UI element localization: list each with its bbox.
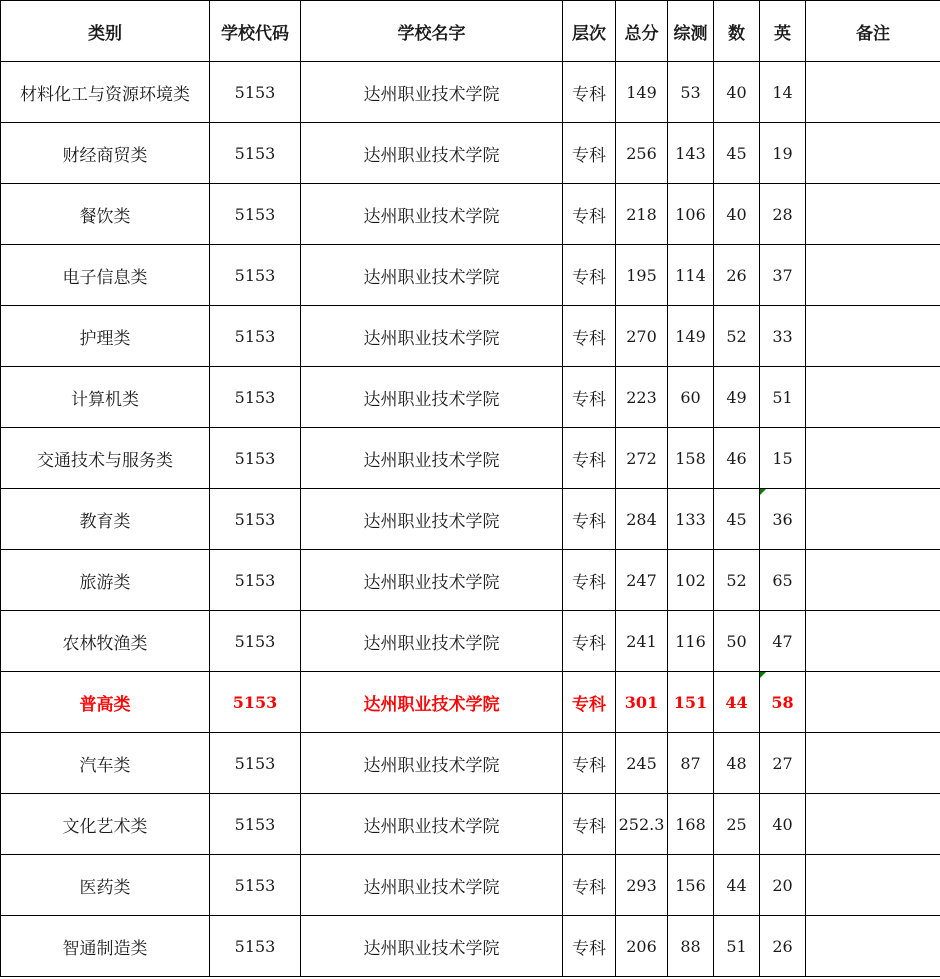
header-level: 层次 [563, 1, 616, 62]
cell-english: 47 [760, 611, 806, 672]
cell-comprehensive: 158 [668, 428, 714, 489]
cell-math: 52 [714, 306, 760, 367]
cell-school-code: 5153 [210, 916, 301, 977]
cell-comprehensive: 156 [668, 855, 714, 916]
cell-english: 20 [760, 855, 806, 916]
cell-comprehensive: 53 [668, 62, 714, 123]
cell-math: 44 [714, 855, 760, 916]
cell-notes [806, 855, 940, 916]
table-row [1, 855, 940, 916]
cell-category: 财经商贸类 [1, 123, 210, 184]
cell-school-code: 5153 [210, 306, 301, 367]
table-row [1, 733, 940, 794]
cell-level: 专科 [563, 672, 616, 733]
cell-level: 专科 [563, 245, 616, 306]
cell-level: 专科 [563, 916, 616, 977]
cell-comprehensive: 106 [668, 184, 714, 245]
cell-category: 农林牧渔类 [1, 611, 210, 672]
cell-notes [806, 733, 940, 794]
cell-category: 文化艺术类 [1, 794, 210, 855]
cell-school-code: 5153 [210, 855, 301, 916]
cell-math: 45 [714, 489, 760, 550]
cell-school-name: 达州职业技术学院 [301, 245, 563, 306]
cell-notes [806, 245, 940, 306]
cell-school-code: 5153 [210, 672, 301, 733]
cell-comprehensive: 151 [668, 672, 714, 733]
cell-school-code: 5153 [210, 123, 301, 184]
cell-total: 149 [616, 62, 668, 123]
cell-total: 293 [616, 855, 668, 916]
cell-notes [806, 672, 940, 733]
cell-total: 245 [616, 733, 668, 794]
cell-school-code: 5153 [210, 245, 301, 306]
cell-level: 专科 [563, 489, 616, 550]
cell-comprehensive: 168 [668, 794, 714, 855]
cell-english: 58 [760, 672, 806, 733]
header-english: 英 [760, 1, 806, 62]
table-row [1, 245, 940, 306]
cell-category: 餐饮类 [1, 184, 210, 245]
cell-math: 46 [714, 428, 760, 489]
header-total: 总分 [616, 1, 668, 62]
cell-level: 专科 [563, 611, 616, 672]
cell-total: 301 [616, 672, 668, 733]
table-row [1, 916, 940, 977]
cell-english: 33 [760, 306, 806, 367]
cell-level: 专科 [563, 367, 616, 428]
header-school-code: 学校代码 [210, 1, 301, 62]
cell-school-name: 达州职业技术学院 [301, 855, 563, 916]
cell-notes [806, 123, 940, 184]
cell-math: 48 [714, 733, 760, 794]
cell-english: 15 [760, 428, 806, 489]
table-row [1, 489, 940, 550]
cell-level: 专科 [563, 428, 616, 489]
cell-school-name: 达州职业技术学院 [301, 489, 563, 550]
cell-total: 272 [616, 428, 668, 489]
cell-category: 医药类 [1, 855, 210, 916]
cell-comprehensive: 60 [668, 367, 714, 428]
cell-comprehensive: 143 [668, 123, 714, 184]
cell-level: 专科 [563, 855, 616, 916]
cell-notes [806, 367, 940, 428]
cell-school-name: 达州职业技术学院 [301, 916, 563, 977]
cell-math: 25 [714, 794, 760, 855]
cell-total: 206 [616, 916, 668, 977]
cell-english: 27 [760, 733, 806, 794]
cell-school-code: 5153 [210, 428, 301, 489]
cell-total: 247 [616, 550, 668, 611]
cell-school-name: 达州职业技术学院 [301, 367, 563, 428]
cell-total: 223 [616, 367, 668, 428]
cell-total: 270 [616, 306, 668, 367]
header-comprehensive: 综测 [668, 1, 714, 62]
cell-math: 52 [714, 550, 760, 611]
cell-english: 28 [760, 184, 806, 245]
cell-math: 45 [714, 123, 760, 184]
cell-school-name: 达州职业技术学院 [301, 672, 563, 733]
cell-category: 材料化工与资源环境类 [1, 62, 210, 123]
cell-category: 电子信息类 [1, 245, 210, 306]
cell-category: 交通技术与服务类 [1, 428, 210, 489]
cell-category: 教育类 [1, 489, 210, 550]
cell-total: 218 [616, 184, 668, 245]
cell-notes [806, 794, 940, 855]
cell-category: 计算机类 [1, 367, 210, 428]
cell-school-name: 达州职业技术学院 [301, 62, 563, 123]
cell-level: 专科 [563, 123, 616, 184]
cell-notes [806, 550, 940, 611]
cell-school-code: 5153 [210, 550, 301, 611]
cell-school-name: 达州职业技术学院 [301, 794, 563, 855]
cell-comprehensive: 149 [668, 306, 714, 367]
cell-category: 旅游类 [1, 550, 210, 611]
cell-total: 284 [616, 489, 668, 550]
cell-school-code: 5153 [210, 733, 301, 794]
cell-notes [806, 916, 940, 977]
header-notes: 备注 [806, 1, 940, 62]
cell-comprehensive: 87 [668, 733, 714, 794]
table-row [1, 550, 940, 611]
cell-english: 26 [760, 916, 806, 977]
cell-notes [806, 611, 940, 672]
cell-english: 37 [760, 245, 806, 306]
cell-english: 65 [760, 550, 806, 611]
table-row [1, 367, 940, 428]
cell-category: 普高类 [1, 672, 210, 733]
cell-level: 专科 [563, 794, 616, 855]
table-row [1, 123, 940, 184]
cell-school-name: 达州职业技术学院 [301, 611, 563, 672]
cell-comprehensive: 102 [668, 550, 714, 611]
cell-english: 51 [760, 367, 806, 428]
cell-total: 241 [616, 611, 668, 672]
cell-school-name: 达州职业技术学院 [301, 123, 563, 184]
cell-comprehensive: 116 [668, 611, 714, 672]
cell-level: 专科 [563, 733, 616, 794]
cell-math: 49 [714, 367, 760, 428]
cell-total: 195 [616, 245, 668, 306]
cell-notes [806, 489, 940, 550]
cell-school-code: 5153 [210, 367, 301, 428]
cell-math: 26 [714, 245, 760, 306]
cell-notes [806, 62, 940, 123]
cell-school-code: 5153 [210, 62, 301, 123]
header-school-name: 学校名字 [301, 1, 563, 62]
cell-math: 51 [714, 916, 760, 977]
cell-english: 40 [760, 794, 806, 855]
table-row [1, 62, 940, 123]
cell-comprehensive: 133 [668, 489, 714, 550]
cell-school-name: 达州职业技术学院 [301, 184, 563, 245]
cell-level: 专科 [563, 184, 616, 245]
cell-notes [806, 184, 940, 245]
cell-notes [806, 428, 940, 489]
cell-school-code: 5153 [210, 184, 301, 245]
header-category: 类别 [1, 1, 210, 62]
table-row [1, 794, 940, 855]
cell-math: 40 [714, 184, 760, 245]
cell-school-code: 5153 [210, 611, 301, 672]
cell-level: 专科 [563, 62, 616, 123]
table-row [1, 306, 940, 367]
cell-category: 护理类 [1, 306, 210, 367]
cell-school-code: 5153 [210, 794, 301, 855]
cell-school-name: 达州职业技术学院 [301, 306, 563, 367]
cell-total: 256 [616, 123, 668, 184]
cell-notes [806, 306, 940, 367]
cell-comprehensive: 88 [668, 916, 714, 977]
cell-school-name: 达州职业技术学院 [301, 550, 563, 611]
cell-math: 44 [714, 672, 760, 733]
table-row [1, 428, 940, 489]
cell-comprehensive: 114 [668, 245, 714, 306]
table-row-highlighted [1, 672, 940, 733]
cell-school-name: 达州职业技术学院 [301, 733, 563, 794]
cell-math: 50 [714, 611, 760, 672]
cell-school-code: 5153 [210, 489, 301, 550]
cell-english: 19 [760, 123, 806, 184]
header-row [1, 1, 940, 62]
cell-category: 汽车类 [1, 733, 210, 794]
cell-math: 40 [714, 62, 760, 123]
cell-level: 专科 [563, 306, 616, 367]
cell-english: 14 [760, 62, 806, 123]
cell-school-name: 达州职业技术学院 [301, 428, 563, 489]
cell-total: 252.3 [616, 794, 668, 855]
cell-level: 专科 [563, 550, 616, 611]
table-row [1, 184, 940, 245]
cell-english: 36 [760, 489, 806, 550]
table-row [1, 611, 940, 672]
cell-category: 智通制造类 [1, 916, 210, 977]
header-math: 数 [714, 1, 760, 62]
